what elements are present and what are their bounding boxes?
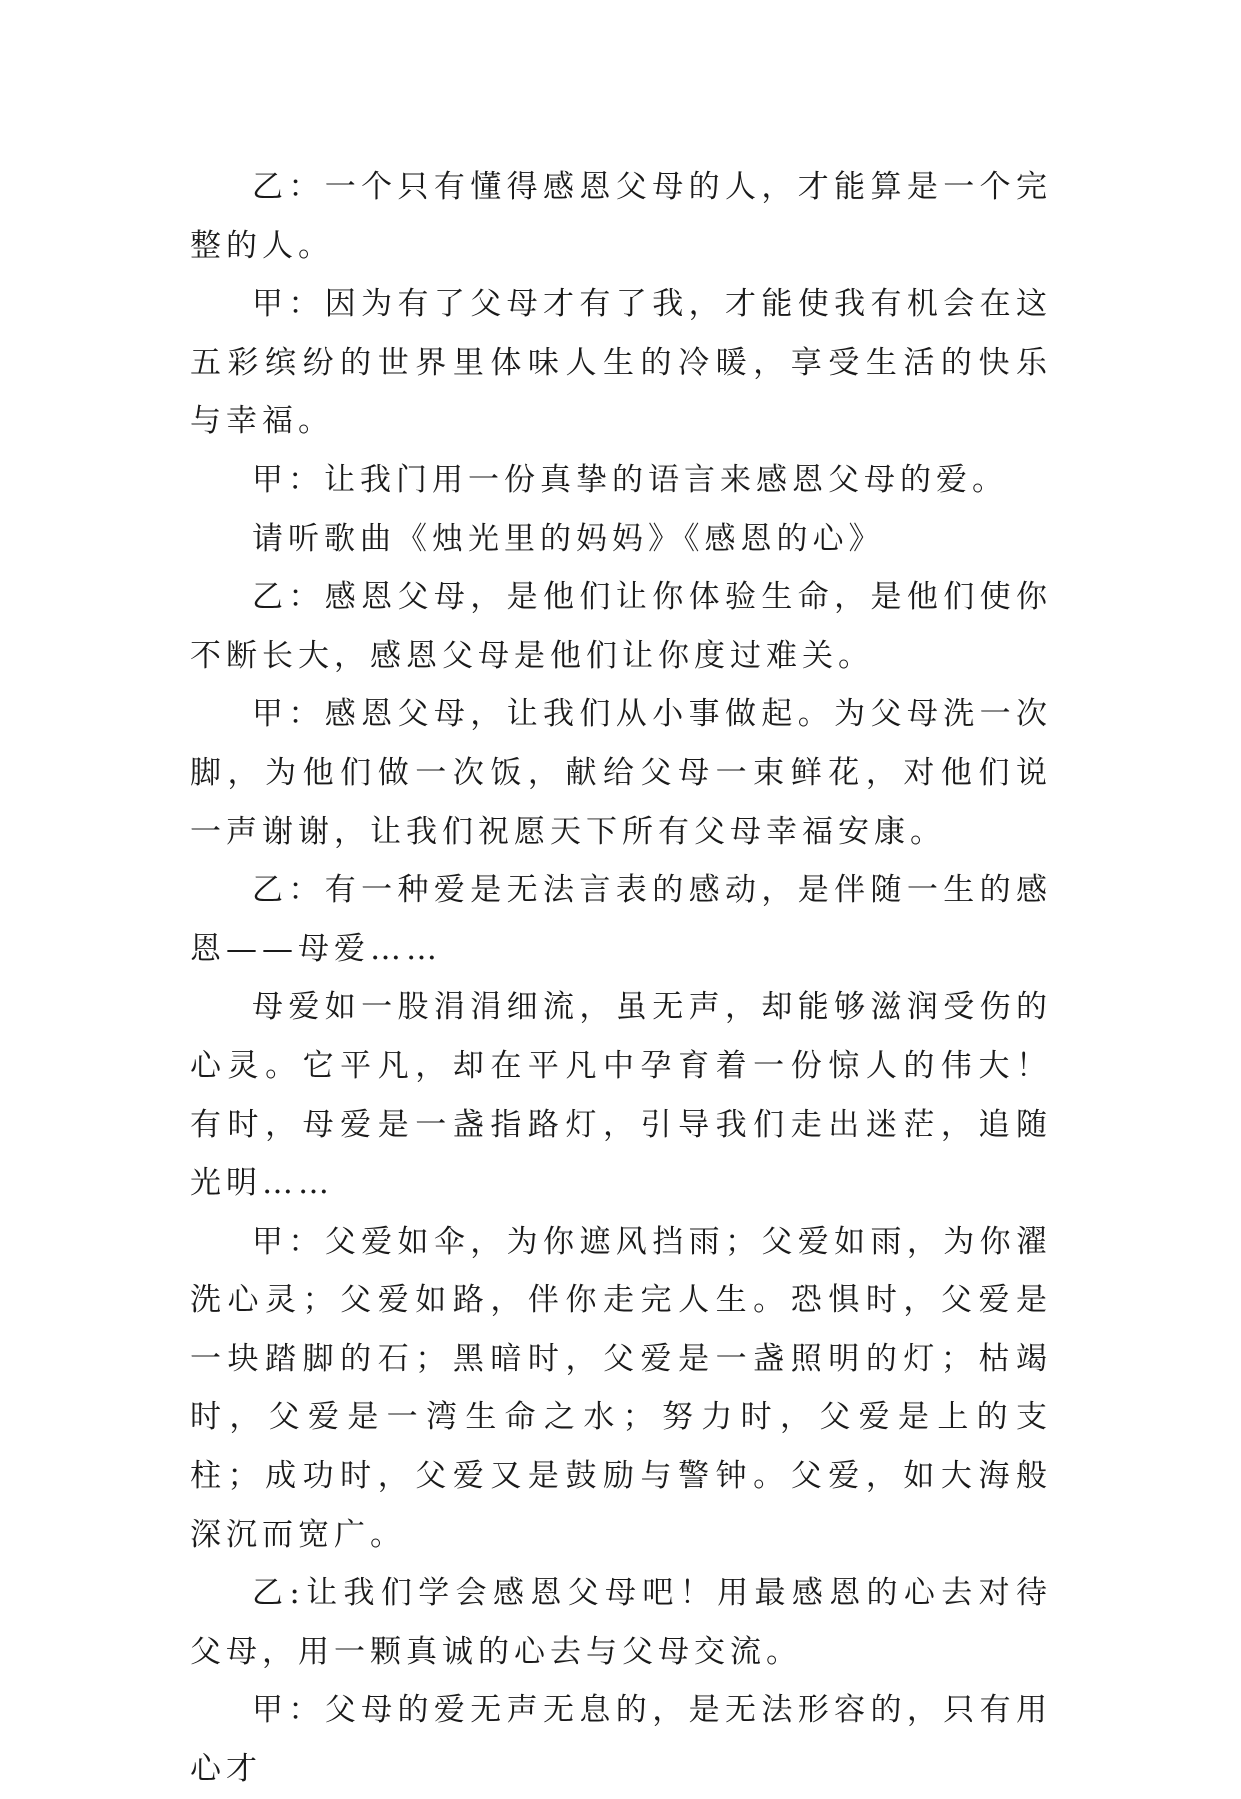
paragraph: 乙：感恩父母，是他们让你体验生命，是他们使你不断长大，感恩父母是他们让你度过难关。 [190, 579, 1052, 674]
paragraph: 甲：让我门用一份真挚的语言来感恩父母的爱。 [252, 461, 1008, 498]
paragraph: 甲：感恩父母，让我们从小事做起。为父母洗一次脚，为他们做一次饭，献给父母一束鲜花，对他们说一声谢谢，让我们祝愿天下所有父母幸福安康。 [190, 696, 1052, 850]
paragraph: 乙:让我们学会感恩父母吧！用最感恩的心去对待父母，用一颗真诚的心去与父母交流。 [190, 1575, 1052, 1670]
paragraph: 母爱如一股涓涓细流，虽无声，却能够滋润受伤的心灵。它平凡，却在平凡中孕育着一份惊人的伟大！有时，母爱是一盏指路灯，引导我们走出迷茫，追随光明…… [190, 989, 1052, 1202]
paragraph: 甲：父母的爱无声无息的，是无法形容的，只有用心才 [190, 1692, 1052, 1788]
document-body [190, 158, 1052, 1799]
paragraph: 乙：一个只有懂得感恩父母的人，才能算是一个完整的人。 [190, 169, 1052, 264]
paragraph: 请听歌曲《烛光里的妈妈》《感恩的心》 [252, 520, 885, 557]
paragraph: 乙：有一种爱是无法言表的感动，是伴随一生的感恩——母爱…… [190, 872, 1052, 967]
paragraph: 甲：因为有了父母才有了我，才能使我有机会在这五彩缤纷的世界里体味人生的冷暖，享受生活的快乐与幸福。 [190, 286, 1052, 440]
paragraph: 甲：父爱如伞，为你遮风挡雨；父爱如雨，为你濯洗心灵；父爱如路，伴你走完人生。恐惧时，父爱是一块踏脚的石；黑暗时，父爱是一盏照明的灯；枯竭时，父爱是一湾生命之水；努力时，父爱是上的支柱；成功时，父爱又是鼓励与警钟。父爱，如大海般深沉而宽广。 [190, 1223, 1052, 1553]
